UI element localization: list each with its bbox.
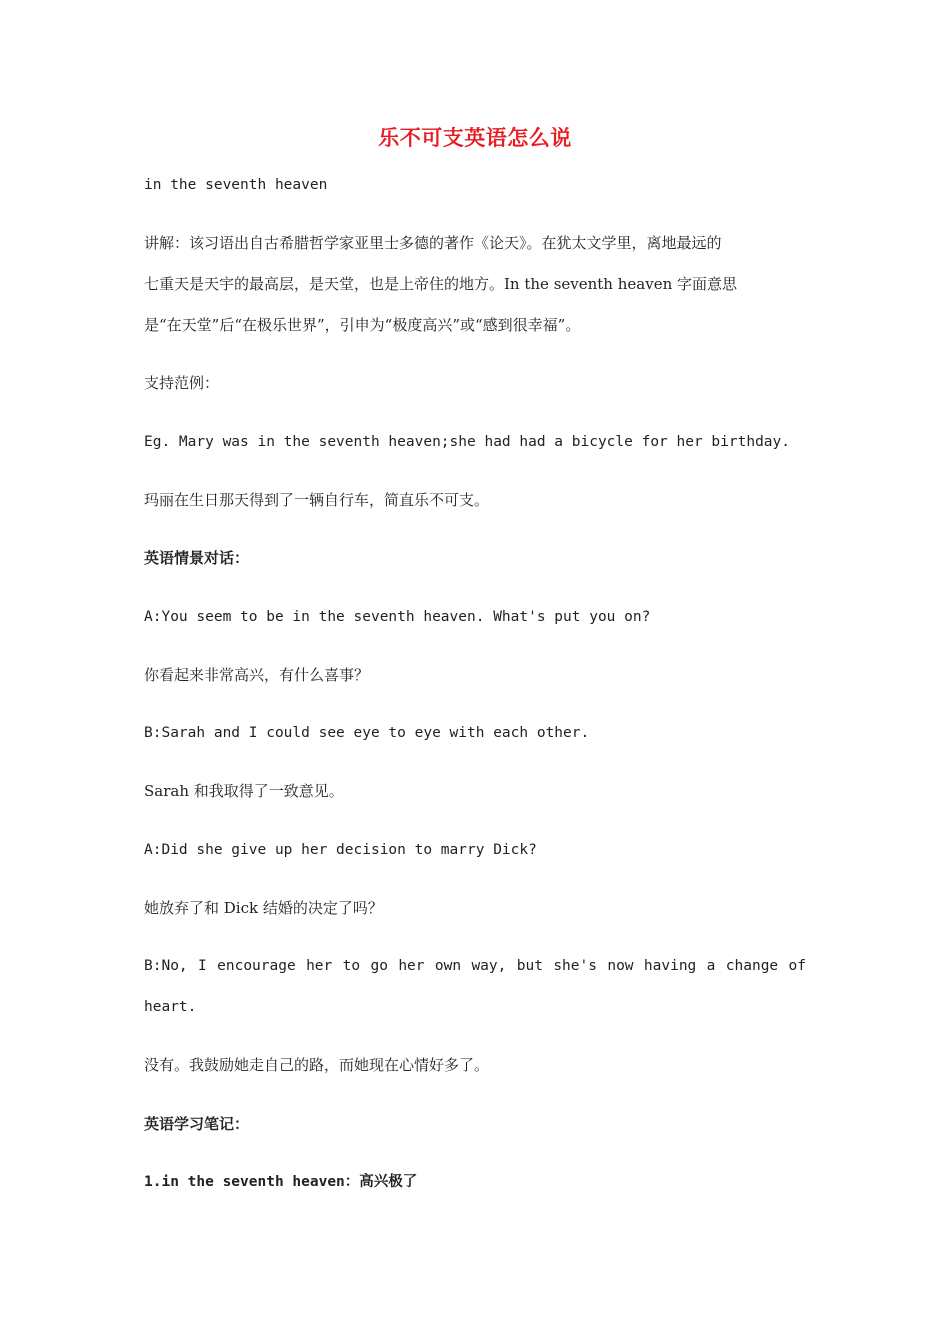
dialogue-b1-chinese: Sarah 和我取得了一致意见。 <box>144 782 344 800</box>
dialogue-b2-english-line-1: B:No, I encourage her to go her own way, but she's now having a change of <box>144 958 806 974</box>
example-english: Eg. Mary was in the seventh heaven;she had had a bicycle for her birthday. <box>144 434 791 450</box>
dialogue-a1-chinese: 你看起来非常高兴，有什么喜事？ <box>144 666 370 684</box>
dialogue-b2-chinese: 没有。我鼓励她走自己的路，而她现在心情好多了。 <box>144 1056 490 1074</box>
example-chinese: 玛丽在生日那天得到了一辆自行车，简直乐不可支。 <box>144 491 490 509</box>
dialogue-heading: 英语情景对话： <box>144 549 250 567</box>
dialogue-a2-english: A:Did she give up her decision to marry Dick? <box>144 842 537 858</box>
notes-heading: 英语学习笔记： <box>144 1115 250 1133</box>
dialogue-b2-english-line-2: heart. <box>144 999 197 1015</box>
document-title: 乐不可支英语怎么说 <box>378 126 572 150</box>
dialogue-b1-english: B:Sarah and I could see eye to eye with each other. <box>144 725 590 741</box>
explanation-line-3: 是“在天堂”后“在极乐世界”，引申为“极度高兴”或“感到很幸福”。 <box>144 316 581 334</box>
example-heading: 支持范例： <box>144 374 220 392</box>
phrase-heading: in the seventh heaven <box>144 177 328 193</box>
explanation-line-1: 讲解：该习语出自古希腊哲学家亚里士多德的著作《论天》。在犹太文学里，离地最远的 <box>144 234 722 252</box>
dialogue-a2-chinese: 她放弃了和 Dick 结婚的决定了吗？ <box>144 899 383 917</box>
notes-item-1: 1.in the seventh heaven：高兴极了 <box>144 1174 418 1190</box>
explanation-line-2: 七重天是天宇的最高层，是天堂，也是上帝住的地方。In the seventh heaven 字面意思 <box>144 275 737 293</box>
dialogue-a1-english: A:You seem to be in the seventh heaven. What's put you on? <box>144 609 651 625</box>
